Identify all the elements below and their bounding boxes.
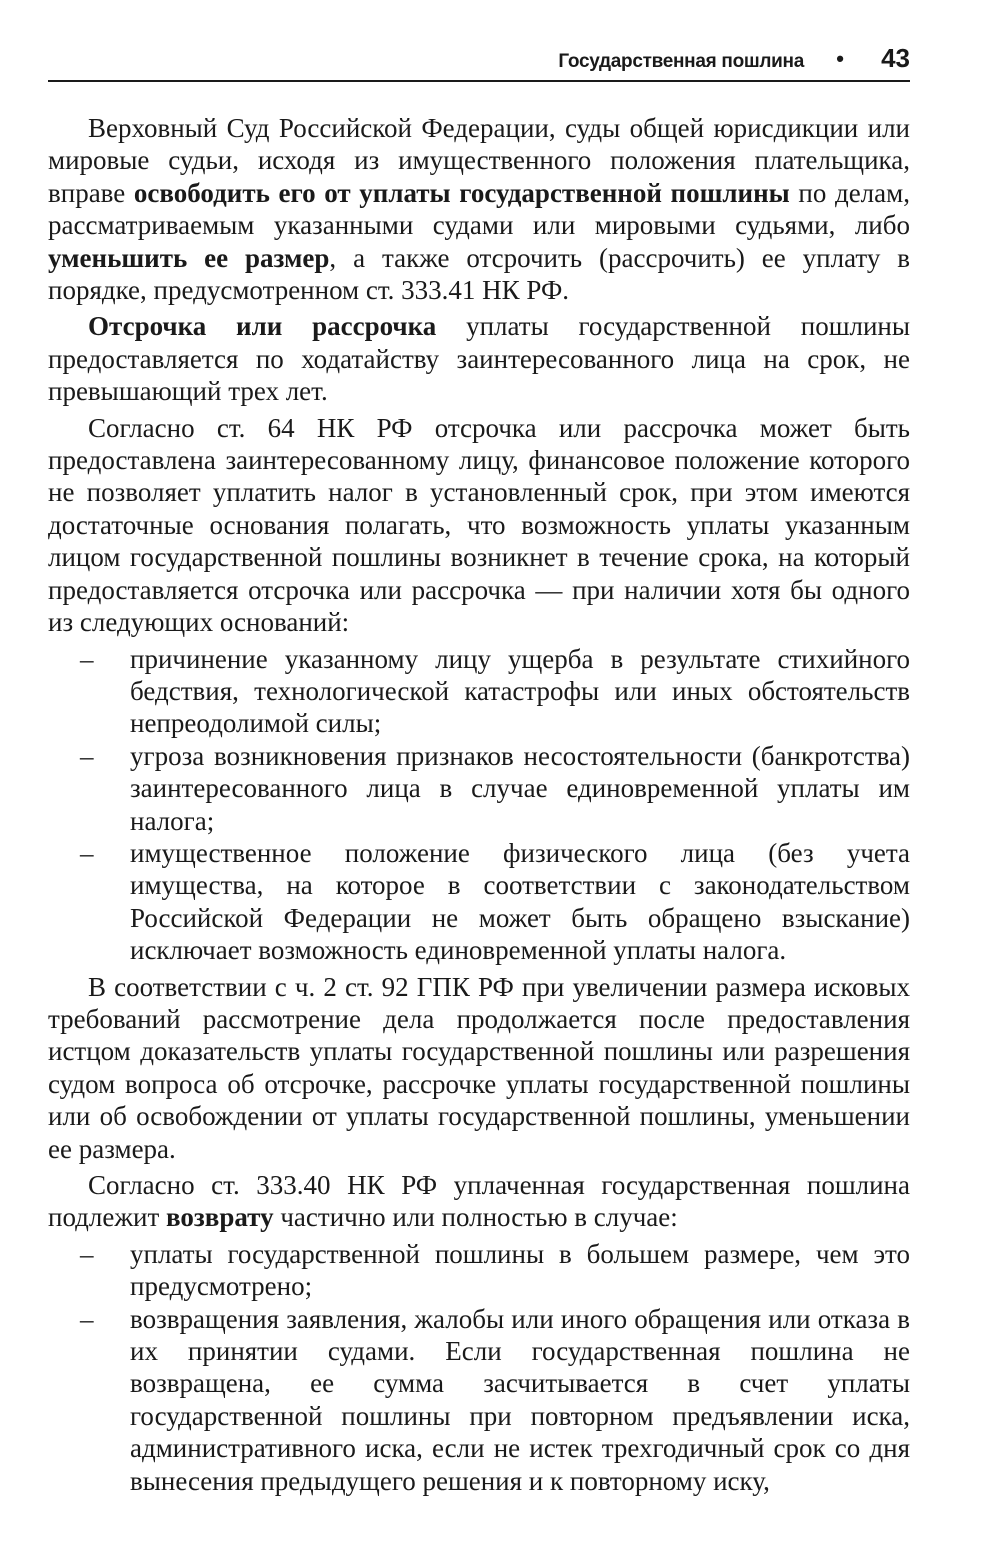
- paragraph-5-text-a: Согласно ст. 333.40 НК РФ уплаченная государственная пошлина подлежит: [48, 1170, 910, 1233]
- dash-marker: –: [80, 837, 94, 868]
- paragraph-4: В соответствии с ч. 2 ст. 92 ГПК РФ при увеличении размера исковых требований рассмотрение дела продолжается после предоставления истцом доказательств уплаты государственной пошлины или разрешения судом вопроса об отсрочке, рассрочке уплаты государственной пошлины или об освобождении от уплаты государственной пошлины, уменьшении ее размера.: [48, 971, 910, 1164]
- dash-marker: –: [80, 740, 94, 771]
- list-item-text: имущественное положение физического лица (без учета имущества, на которое в соответствии с законодательством Российской Федерации не может быть обращено взыскание) исключает возможность единовременной уплаты налога.: [130, 837, 910, 966]
- paragraph-1-text-c: , а также отсрочить (рассрочить) ее уплату в порядке, предусмотренном ст. 333.41 НК РФ.: [48, 242, 910, 306]
- dash-marker: –: [80, 643, 94, 674]
- dash-marker: –: [80, 1303, 94, 1334]
- paragraph-2-bold: Отсрочка или рассрочка: [88, 311, 437, 342]
- paragraph-3: Согласно ст. 64 НК РФ отсрочка или рассрочка может быть предоставлена заинтересованному лицу, финансовое положение которого не позволяет уплатить налог в установленный срок, при этом имеются достаточные основания полагать, что возможность уплаты указанным лицом государственной пошлины возникнет в течение срока, на который предоставляется отсрочка или рассрочка — при наличии хотя бы одного из следующих оснований:: [48, 412, 910, 638]
- paragraph-2: [48, 310, 910, 407]
- list-item-text: угроза возникновения признаков несостоятельности (банкротства) заинтересованного лица в случае единовременной уплаты им налога;: [130, 740, 910, 836]
- paragraph-1-bold-a: освободить его от уплаты государственной пошлины: [133, 177, 790, 208]
- list-item-text: уплаты государственной пошлины в большем размере, чем это предусмотрено;: [130, 1238, 910, 1302]
- paragraph-1-text-a: Верховный Суд Российской Федерации, суды общей юрисдикции или мировые судьи, исходя из имущественного положения плательщика, вправе: [48, 113, 910, 208]
- list-item: [48, 740, 910, 837]
- paragraph-2-text: уплаты государственной пошлины предоставляется по ходатайству заинтересованного лица на срок, не превышающий трех лет.: [48, 311, 910, 407]
- paragraph-1-bold-b: уменьшить ее размер: [48, 242, 330, 273]
- paragraph-5: [48, 1169, 910, 1234]
- paragraph-1: [48, 112, 910, 306]
- running-header-bullet: •: [836, 46, 844, 71]
- paragraph-1-text-b: по делам, рассматриваемым указанными судами или мировыми судьями, либо: [48, 177, 910, 241]
- paragraph-5-bold: возврату: [166, 1202, 274, 1233]
- running-header-title: Государственная пошлина: [558, 51, 804, 72]
- list-item: [48, 1238, 910, 1303]
- list-item: [48, 643, 910, 740]
- running-header: [48, 40, 910, 82]
- list-item-text: причинение указанному лицу ущерба в результате стихийного бедствия, технологической катастрофы или иных обстоятельств непреодолимой силы;: [130, 643, 910, 739]
- body-text: [48, 112, 910, 1497]
- book-page: [48, 0, 910, 1568]
- list-refund-cases: [48, 1238, 910, 1497]
- list-grounds: [48, 643, 910, 967]
- list-item: [48, 837, 910, 967]
- list-item: [48, 1303, 910, 1497]
- list-item-text: возвращения заявления, жалобы или иного обращения или отказа в их принятии судами. Если государственная пошлина не возвращена, ее сумма засчитывается в счет уплаты государственной пошлины при повторном предъявлении иска, административного иска, если не истек трехгодичный срок со дня вынесения предыдущего решения и к повторному иску,: [130, 1303, 910, 1496]
- paragraph-5-text-b: частично или полностью в случае:: [273, 1202, 678, 1233]
- page-number: 43: [881, 43, 910, 73]
- dash-marker: –: [80, 1238, 94, 1269]
